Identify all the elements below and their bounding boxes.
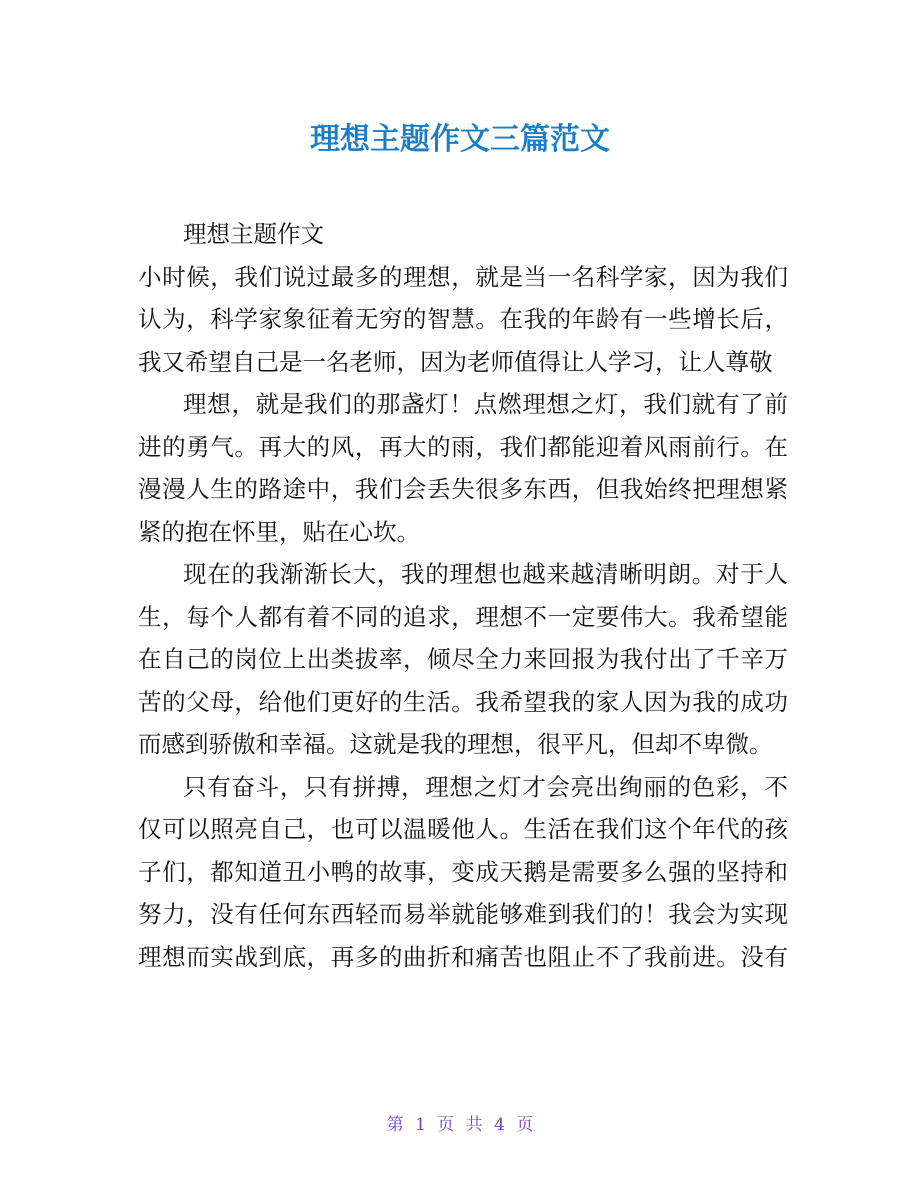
text-line: 进的勇气。再大的风，再大的雨，我们都能迎着风雨前行。在 bbox=[138, 432, 788, 461]
text-line: 小时候，我们说过最多的理想，就是当一名科学家，因为我们 bbox=[138, 262, 788, 291]
text-line: 认为，科学家象征着无穷的智慧。在我的年龄有一些增长后， bbox=[138, 305, 788, 333]
text-line: 理想，就是我们的那盏灯！点燃理想之灯，我们就有了前 bbox=[183, 390, 788, 418]
document-title: 理想主题作文三篇范文 bbox=[310, 122, 610, 157]
text-line: 生，每个人都有着不同的追求，理想不一定要伟大。我希望能 bbox=[138, 602, 788, 631]
text-line: 努力，没有任何东西轻而易举就能够难到我们的！我会为实现 bbox=[138, 900, 788, 928]
text-line: 子们，都知道丑小鸭的故事，变成天鹅是需要多么强的坚持和 bbox=[138, 857, 788, 886]
text-line: 在自己的岗位上出类拔率，倾尽全力来回报为我付出了千辛万 bbox=[138, 645, 788, 673]
text-line: 而感到骄傲和幸福。这就是我的理想，很平凡，但却不卑微。 bbox=[138, 730, 773, 758]
text-line: 紧的抱在怀里，贴在心坎。 bbox=[138, 517, 420, 546]
text-line: 只有奋斗，只有拼搏，理想之灯才会亮出绚丽的色彩，不 bbox=[183, 772, 788, 801]
document-body bbox=[138, 213, 788, 978]
page-footer: 第 1 页 共 4 页 bbox=[386, 1115, 534, 1135]
text-line: 苦的父母，给他们更好的生活。我希望我的家人因为我的成功 bbox=[138, 687, 788, 716]
text-line: 理想主题作文 bbox=[183, 220, 324, 248]
text-line: 我又希望自己是一名老师，因为老师值得让人学习，让人尊敬 bbox=[138, 347, 773, 376]
text-line: 漫漫人生的路途中，我们会丢失很多东西，但我始终把理想紧 bbox=[138, 475, 788, 503]
text-line: 理想而实战到底，再多的曲折和痛苦也阻止不了我前进。没有 bbox=[138, 942, 788, 971]
text-line: 现在的我渐渐长大，我的理想也越来越清晰明朗。对于人 bbox=[183, 560, 788, 588]
text-line: 仅可以照亮自己，也可以温暖他人。生活在我们这个年代的孩 bbox=[138, 815, 788, 843]
